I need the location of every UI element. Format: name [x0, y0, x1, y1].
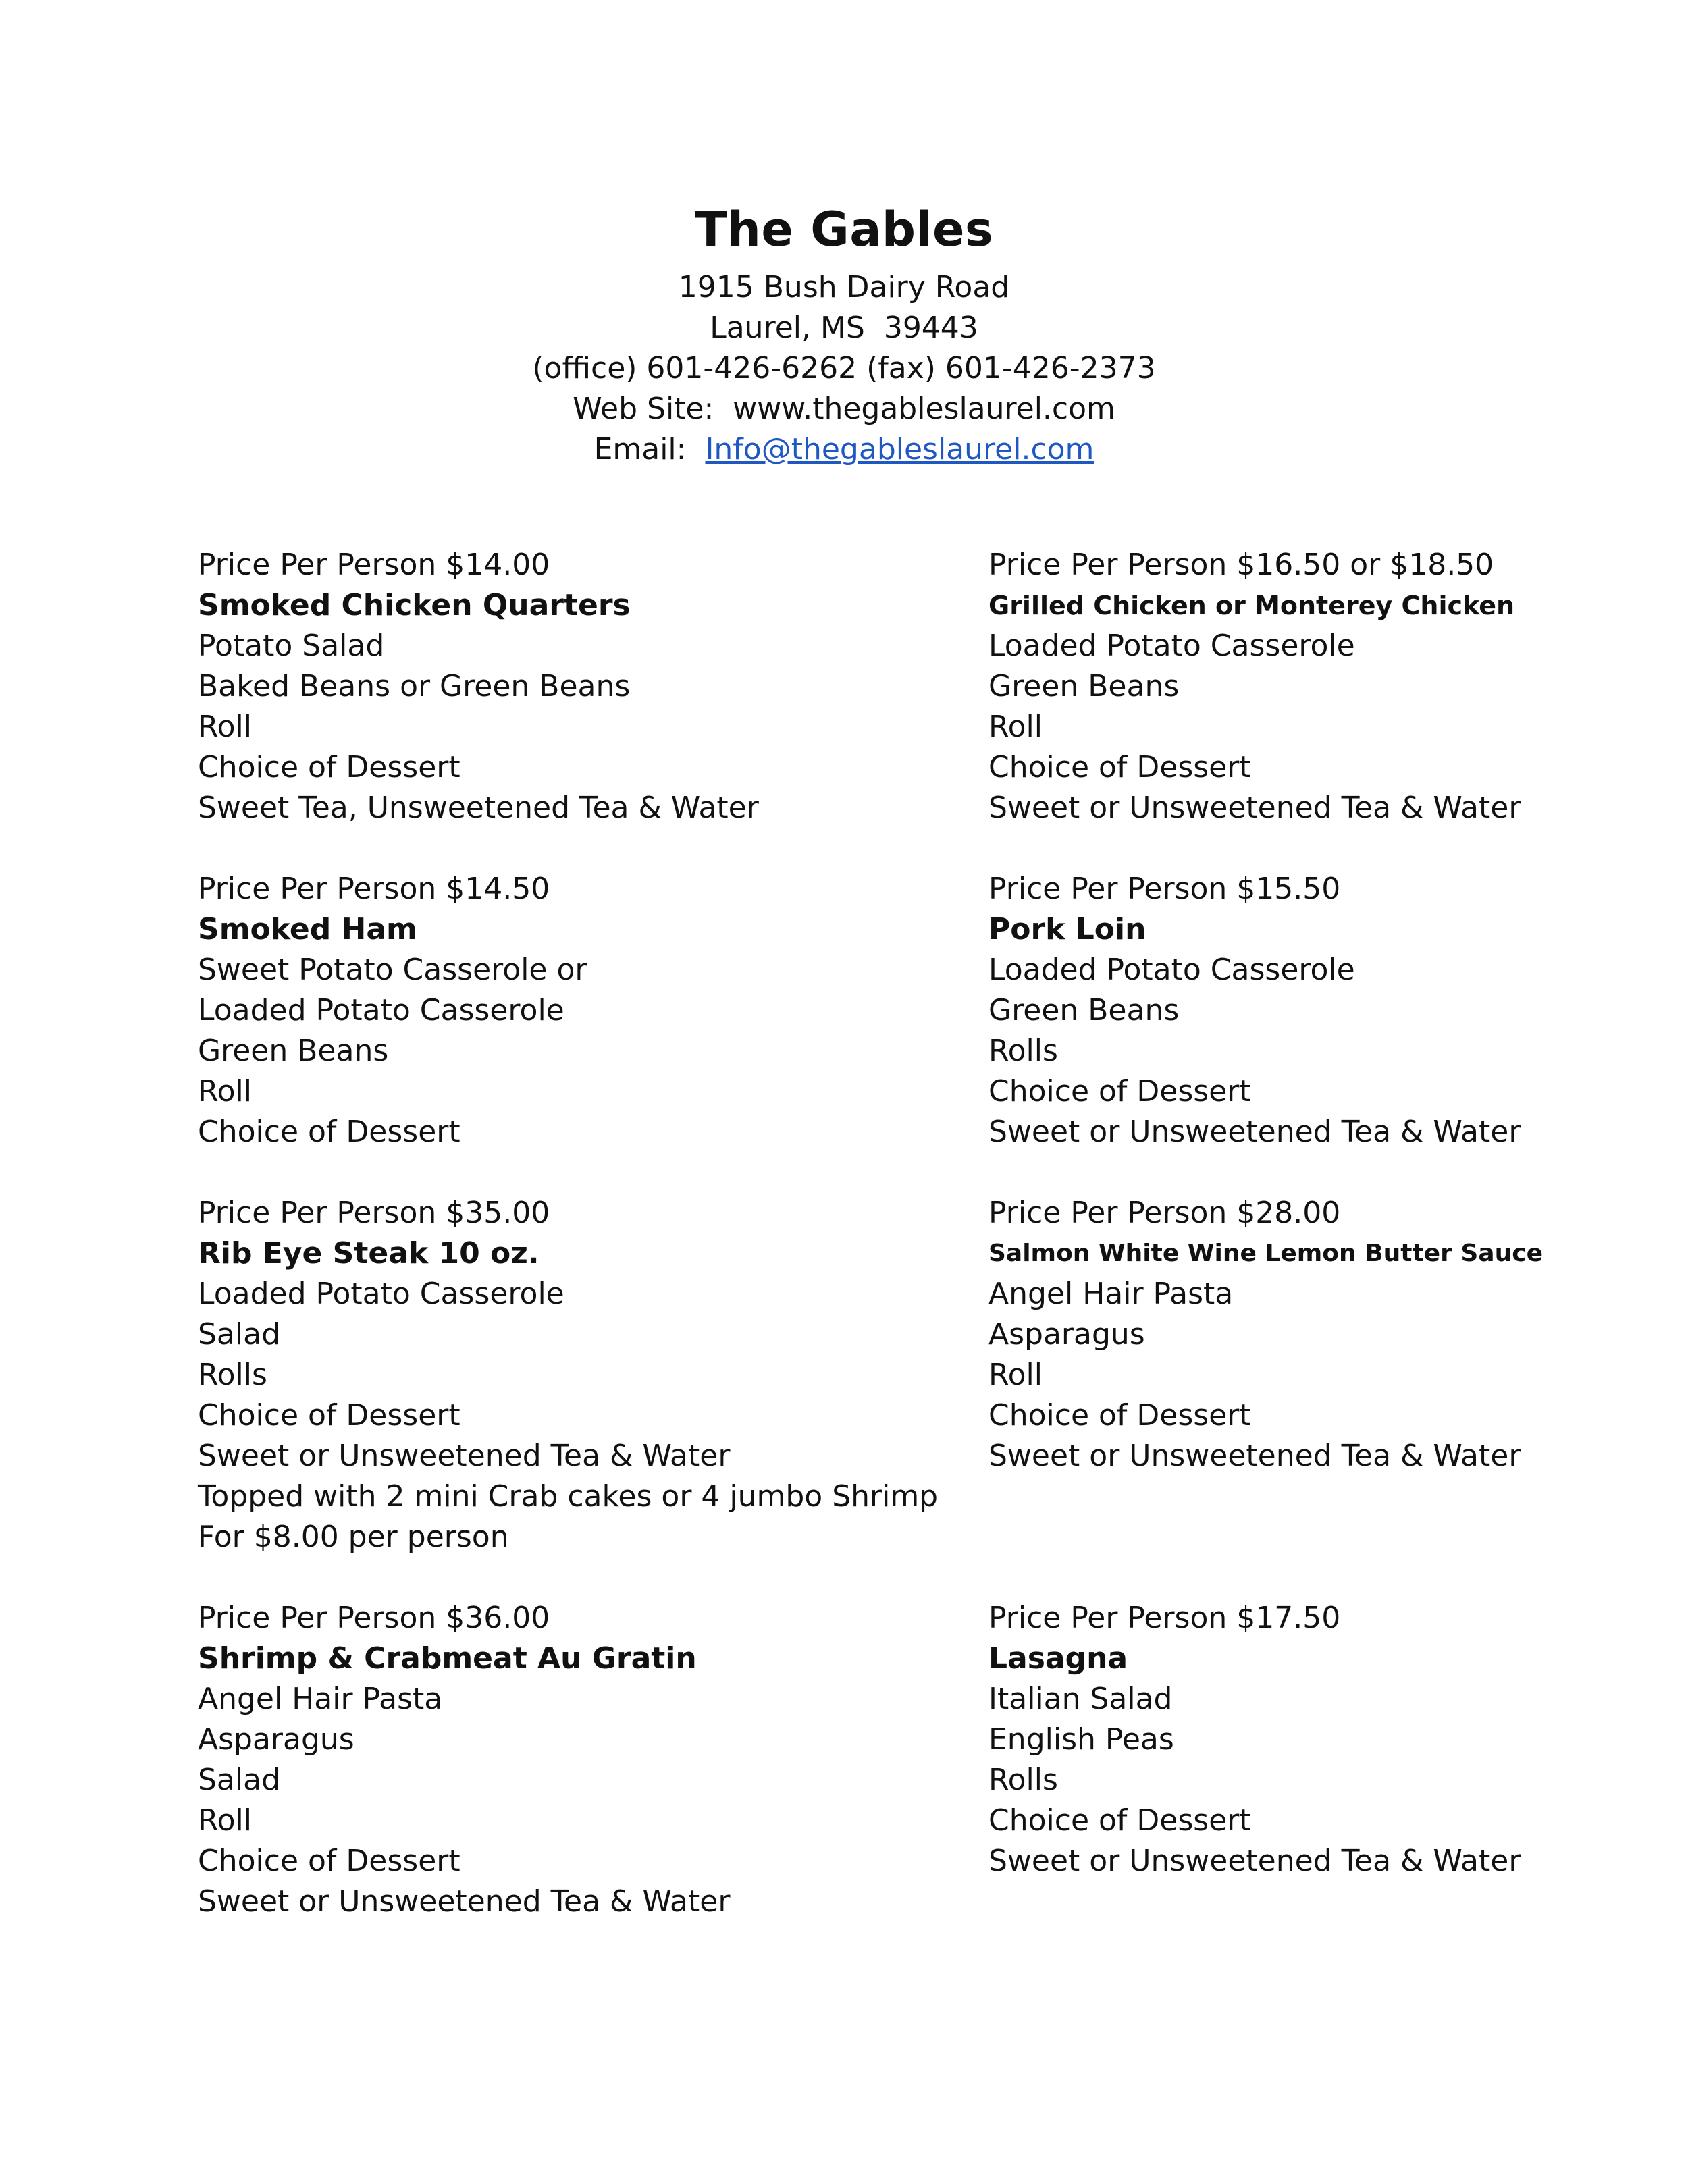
package-item: Choice of Dessert	[988, 1074, 1251, 1109]
package-item: Roll	[988, 710, 1043, 744]
package-name: Grilled Chicken or Monterey Chicken	[988, 591, 1515, 620]
package-item: Roll	[198, 710, 252, 744]
package-item: Choice of Dessert	[198, 1115, 460, 1149]
package-name: Lasagna	[988, 1641, 1128, 1676]
website-line	[0, 389, 1688, 429]
package-price: Price Per Person $15.50	[988, 872, 1341, 906]
package-item: Italian Salad	[988, 1682, 1173, 1716]
package-shrimp-crabmeat	[198, 1598, 974, 1922]
package-price: Price Per Person $28.00	[988, 1196, 1341, 1230]
package-item: Angel Hair Pasta	[988, 1277, 1234, 1311]
package-item: Choice of Dessert	[198, 1398, 460, 1433]
address-line-2: Laurel, MS 39443	[710, 311, 978, 345]
package-addon-price: For $8.00 per person	[198, 1520, 509, 1554]
package-name: Smoked Chicken Quarters	[198, 588, 631, 622]
website-url: www.thegableslaurel.com	[733, 392, 1115, 426]
package-item: Sweet or Unsweetened Tea & Water	[988, 1439, 1521, 1473]
email-label: Email:	[594, 432, 706, 467]
package-item: Rolls	[988, 1763, 1058, 1797]
package-price: Price Per Person $14.00	[198, 548, 550, 582]
letterhead	[0, 196, 1688, 470]
package-item: Sweet or Unsweetened Tea & Water	[198, 1439, 731, 1473]
package-item: Green Beans	[198, 1034, 389, 1068]
package-lasagna	[988, 1598, 1688, 1882]
package-smoked-chicken	[198, 545, 974, 828]
package-price: Price Per Person $35.00	[198, 1196, 550, 1230]
package-name: Smoked Ham	[198, 912, 417, 947]
email-line	[0, 429, 1688, 470]
package-item: Loaded Potato Casserole	[988, 629, 1355, 663]
package-salmon	[988, 1193, 1688, 1476]
package-item: Loaded Potato Casserole	[198, 1277, 564, 1311]
package-name: Salmon White Wine Lemon Butter Sauce	[988, 1240, 1543, 1267]
package-item: Sweet Tea, Unsweetened Tea & Water	[198, 791, 759, 825]
package-addon: Topped with 2 mini Crab cakes or 4 jumbo Shrimp	[198, 1479, 939, 1514]
package-item: Roll	[988, 1358, 1043, 1392]
package-name: Rib Eye Steak 10 oz.	[198, 1236, 539, 1271]
venue-name: The Gables	[694, 202, 994, 257]
package-price: Price Per Person $17.50	[988, 1601, 1341, 1635]
package-price: Price Per Person $16.50 or $18.50	[988, 548, 1494, 582]
phone-numbers: (office) 601-426-6262 (fax) 601-426-2373	[532, 351, 1156, 385]
package-item: Sweet or Unsweetened Tea & Water	[988, 1115, 1521, 1149]
package-item: Roll	[198, 1074, 252, 1109]
package-price: Price Per Person $36.00	[198, 1601, 550, 1635]
package-item: Choice of Dessert	[198, 750, 460, 784]
package-item: Green Beans	[988, 993, 1180, 1028]
email-link[interactable]: Info@thegableslaurel.com	[705, 432, 1094, 467]
package-item: English Peas	[988, 1722, 1174, 1757]
package-item: Salad	[198, 1763, 281, 1797]
package-item: Sweet or Unsweetened Tea & Water	[988, 1844, 1521, 1878]
package-item: Choice of Dessert	[988, 750, 1251, 784]
package-item: Potato Salad	[198, 629, 385, 663]
package-item: Choice of Dessert	[988, 1803, 1251, 1838]
package-item: Asparagus	[198, 1722, 354, 1757]
package-name: Shrimp & Crabmeat Au Gratin	[198, 1641, 697, 1676]
package-item: Rolls	[988, 1034, 1058, 1068]
package-item: Salad	[198, 1317, 281, 1352]
package-name: Pork Loin	[988, 912, 1146, 947]
website-label: Web Site:	[573, 392, 733, 426]
package-rib-eye	[198, 1193, 974, 1557]
package-item: Asparagus	[988, 1317, 1145, 1352]
package-item: Loaded Potato Casserole	[988, 953, 1355, 987]
package-item: Green Beans	[988, 669, 1180, 703]
package-item: Rolls	[198, 1358, 267, 1392]
package-pork-loin	[988, 869, 1688, 1152]
package-item: Roll	[198, 1803, 252, 1838]
package-item: Sweet or Unsweetened Tea & Water	[988, 791, 1521, 825]
package-smoked-ham	[198, 869, 974, 1152]
package-item: Sweet Potato Casserole or	[198, 953, 587, 987]
package-price: Price Per Person $14.50	[198, 872, 550, 906]
address-line-1: 1915 Bush Dairy Road	[678, 270, 1010, 304]
package-item: Sweet or Unsweetened Tea & Water	[198, 1884, 731, 1919]
package-item: Choice of Dessert	[988, 1398, 1251, 1433]
package-item: Choice of Dessert	[198, 1844, 460, 1878]
package-item: Baked Beans or Green Beans	[198, 669, 631, 703]
package-item: Angel Hair Pasta	[198, 1682, 443, 1716]
package-item: Loaded Potato Casserole	[198, 993, 564, 1028]
package-grilled-chicken	[988, 545, 1688, 828]
